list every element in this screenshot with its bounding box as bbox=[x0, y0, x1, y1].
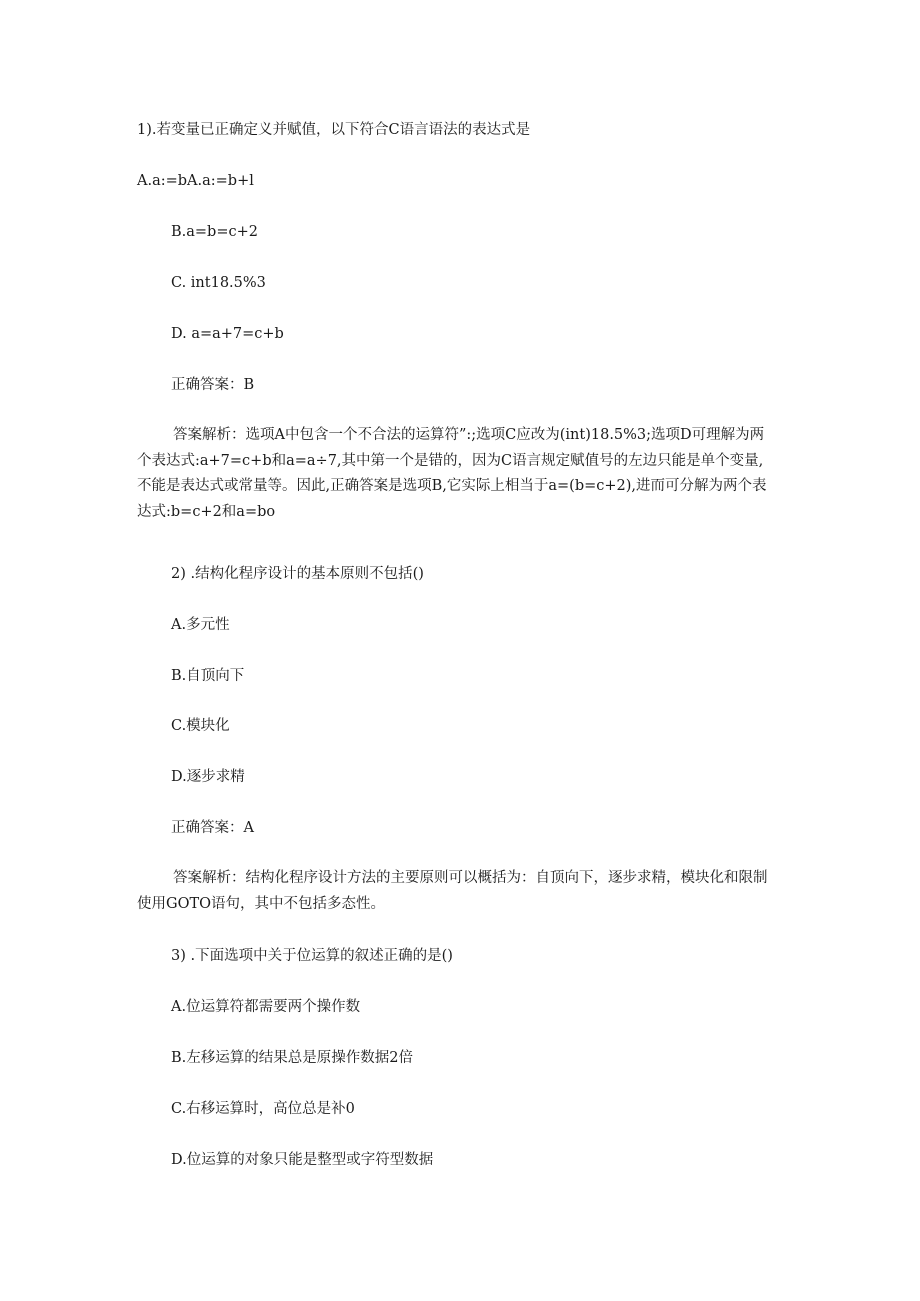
question-1-option-b: B.a=b=c+2 bbox=[171, 224, 258, 240]
question-3-option-c: C.右移运算时，高位总是补0 bbox=[171, 1101, 355, 1117]
question-2-explanation: 答案解析：结构化程序设计方法的主要原则可以概括为：自顶向下，逐步求精，模块化和限制使用GOTO语句，其中不包括多态性。 bbox=[137, 870, 768, 912]
question-2-option-d: D.逐步求精 bbox=[171, 769, 245, 785]
question-3-stem: 3) .下面选项中关于位运算的叙述正确的是() bbox=[171, 948, 453, 964]
question-2-option-b: B.自顶向下 bbox=[171, 668, 245, 684]
question-1-option-c: C. int18.5%3 bbox=[171, 275, 266, 291]
question-2-answer: 正确答案：A bbox=[171, 820, 254, 836]
question-3-option-b: B.左移运算的结果总是原操作数据2倍 bbox=[171, 1050, 413, 1066]
question-1-option-d: D. a=a+7=c+b bbox=[171, 326, 284, 342]
question-3-option-a: A.位运算符都需要两个操作数 bbox=[171, 999, 361, 1015]
question-2-option-a: A.多元性 bbox=[171, 617, 230, 633]
question-1-stem: 1).若变量已正确定义并赋值，以下符合C语言语法的表达式是 bbox=[137, 122, 531, 138]
question-1-option-a: A.a:=bA.a:=b+l bbox=[137, 173, 254, 189]
question-1-answer: 正确答案：B bbox=[171, 377, 255, 393]
question-2-option-c: C.模块化 bbox=[171, 718, 230, 734]
question-3-option-d: D.位运算的对象只能是整型或字符型数据 bbox=[171, 1152, 434, 1168]
question-1-explanation: 答案解析：选项A中包含一个不合法的运算符”:;选项C应改为(int)18.5%3;选项D可理解为两个表达式:a+7=c+b和a=a÷7,其中第一个是错的，因为C语言规定赋值号的左边只能是单个变量,不能是表达式或常量等。因此,正确答案是选项B,它实际上相当于a=(b=c+2),进而可分解为两个表达式:b=c+2和a=bo bbox=[137, 427, 767, 520]
question-2-stem: 2) .结构化程序设计的基本原则不包括() bbox=[171, 566, 424, 582]
